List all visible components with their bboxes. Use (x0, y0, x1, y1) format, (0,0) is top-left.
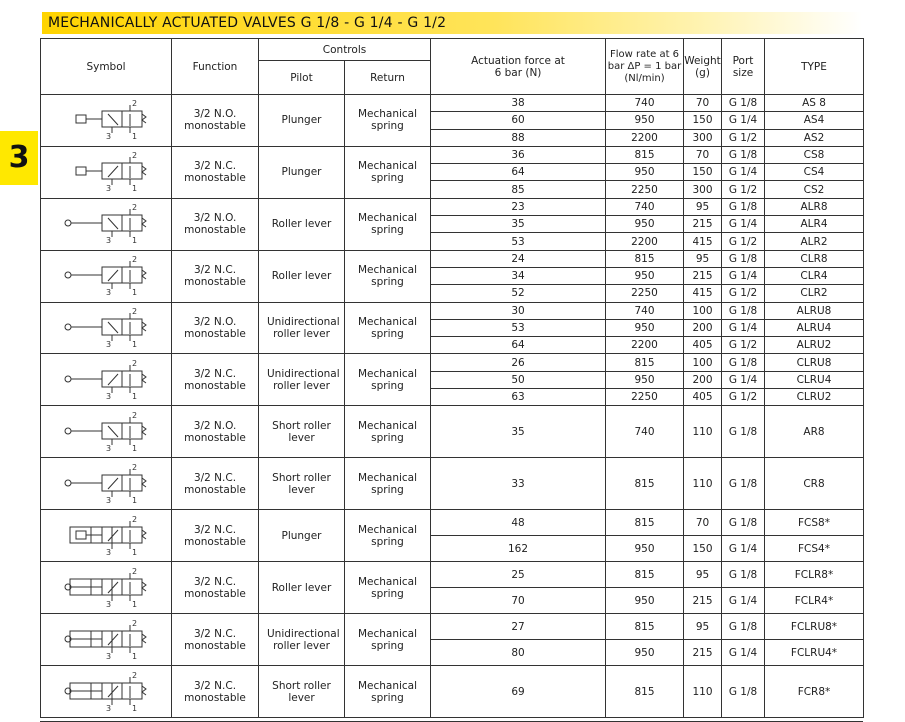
weight-cell: 110 (684, 406, 722, 458)
force-cell: 53 (431, 233, 606, 250)
svg-text:3: 3 (106, 236, 112, 246)
flow-cell: 740 (606, 198, 684, 215)
pilot-cell: Unidirectional roller lever (259, 302, 345, 354)
type-cell: CS2 (765, 181, 864, 198)
svg-text:1: 1 (132, 288, 138, 298)
port-cell: G 1/4 (722, 112, 765, 129)
svg-text:3: 3 (106, 599, 112, 609)
port-cell: G 1/8 (722, 406, 765, 458)
header-weight: Weight (g) (684, 39, 722, 95)
table-row (41, 562, 864, 588)
port-cell: G 1/2 (722, 181, 765, 198)
table-row (41, 198, 864, 215)
table-row (41, 250, 864, 267)
pilot-cell: Unidirectional roller lever (259, 614, 345, 666)
weight-cell: 150 (684, 536, 722, 562)
weight-cell: 215 (684, 216, 722, 233)
flow-cell: 950 (606, 112, 684, 129)
flow-plunger-nc-symbol (41, 510, 172, 562)
weight-cell: 215 (684, 588, 722, 614)
function-cell: 3/2 N.O. monostable (172, 95, 259, 147)
port-cell: G 1/2 (722, 337, 765, 354)
return-cell: Mechanical spring (345, 666, 431, 718)
weight-cell: 100 (684, 354, 722, 371)
force-cell: 63 (431, 389, 606, 406)
weight-cell: 215 (684, 267, 722, 284)
force-cell: 60 (431, 112, 606, 129)
port-cell: G 1/8 (722, 458, 765, 510)
return-cell: Mechanical spring (345, 562, 431, 614)
table-row (41, 458, 864, 510)
table-body (41, 95, 864, 718)
type-cell: FCR8* (765, 666, 864, 718)
port-cell: G 1/8 (722, 354, 765, 371)
svg-text:1: 1 (132, 547, 138, 557)
type-cell: CLR8 (765, 250, 864, 267)
return-cell: Mechanical spring (345, 250, 431, 302)
pilot-cell: Short roller lever (259, 406, 345, 458)
force-cell: 52 (431, 285, 606, 302)
flow-cell: 2200 (606, 337, 684, 354)
flow-cell: 2250 (606, 389, 684, 406)
type-cell: CR8 (765, 458, 864, 510)
svg-text:1: 1 (132, 184, 138, 194)
weight-cell: 95 (684, 562, 722, 588)
flow-cell: 950 (606, 216, 684, 233)
function-cell: 3/2 N.O. monostable (172, 198, 259, 250)
force-cell: 85 (431, 181, 606, 198)
return-cell: Mechanical spring (345, 458, 431, 510)
svg-text:1: 1 (132, 651, 138, 661)
flow-cell: 815 (606, 666, 684, 718)
type-cell: AR8 (765, 406, 864, 458)
table-row (41, 510, 864, 536)
svg-text:1: 1 (132, 599, 138, 609)
type-cell: AS 8 (765, 95, 864, 112)
force-cell: 23 (431, 198, 606, 215)
flow-cell: 950 (606, 536, 684, 562)
force-cell: 88 (431, 129, 606, 146)
svg-text:2: 2 (132, 151, 138, 161)
type-cell: FCLR8* (765, 562, 864, 588)
force-cell: 50 (431, 371, 606, 388)
weight-cell: 95 (684, 198, 722, 215)
plunger-no-symbol (41, 95, 172, 147)
port-cell: G 1/2 (722, 233, 765, 250)
type-cell: CLRU2 (765, 389, 864, 406)
weight-cell: 70 (684, 95, 722, 112)
weight-cell: 300 (684, 129, 722, 146)
port-cell: G 1/2 (722, 129, 765, 146)
weight-cell: 110 (684, 458, 722, 510)
port-cell: G 1/8 (722, 198, 765, 215)
force-cell: 34 (431, 267, 606, 284)
flow-cell: 740 (606, 302, 684, 319)
type-cell: FCLR4* (765, 588, 864, 614)
table-row (41, 95, 864, 112)
port-cell: G 1/2 (722, 285, 765, 302)
port-cell: G 1/8 (722, 146, 765, 163)
flow-cell: 950 (606, 319, 684, 336)
port-cell: G 1/8 (722, 666, 765, 718)
pilot-cell: Plunger (259, 95, 345, 147)
port-cell: G 1/8 (722, 302, 765, 319)
port-cell: G 1/4 (722, 267, 765, 284)
pilot-cell: Roller lever (259, 198, 345, 250)
type-cell: ALRU8 (765, 302, 864, 319)
svg-text:2: 2 (132, 618, 138, 628)
function-cell: 3/2 N.C. monostable (172, 562, 259, 614)
function-cell: 3/2 N.C. monostable (172, 250, 259, 302)
table-row (41, 146, 864, 163)
svg-text:2: 2 (132, 566, 138, 576)
flow-roller-nc-symbol (41, 562, 172, 614)
function-cell: 3/2 N.C. monostable (172, 666, 259, 718)
flow-short-roller-nc-symbol (41, 666, 172, 718)
svg-text:2: 2 (132, 670, 138, 680)
flow-cell: 815 (606, 510, 684, 536)
svg-text:3: 3 (106, 184, 112, 194)
weight-cell: 70 (684, 146, 722, 163)
flow-cell: 815 (606, 458, 684, 510)
svg-text:1: 1 (132, 391, 138, 401)
port-cell: G 1/4 (722, 588, 765, 614)
port-cell: G 1/4 (722, 319, 765, 336)
force-cell: 80 (431, 640, 606, 666)
port-cell: G 1/2 (722, 389, 765, 406)
weight-cell: 110 (684, 666, 722, 718)
type-cell: ALR8 (765, 198, 864, 215)
header-controls: Controls (259, 39, 431, 61)
port-cell: G 1/8 (722, 510, 765, 536)
flow-cell: 950 (606, 267, 684, 284)
valves-table (40, 38, 864, 718)
force-cell: 35 (431, 406, 606, 458)
uni-roller-no-symbol (41, 302, 172, 354)
svg-text:3: 3 (106, 495, 112, 505)
force-cell: 48 (431, 510, 606, 536)
type-cell: AS2 (765, 129, 864, 146)
table-row (41, 614, 864, 640)
svg-text:2: 2 (132, 203, 138, 213)
svg-text:2: 2 (132, 255, 138, 265)
force-cell: 24 (431, 250, 606, 267)
function-cell: 3/2 N.C. monostable (172, 614, 259, 666)
flow-cell: 950 (606, 640, 684, 666)
type-cell: CS8 (765, 146, 864, 163)
svg-text:3: 3 (106, 288, 112, 298)
svg-text:1: 1 (132, 340, 138, 349)
function-cell: 3/2 N.O. monostable (172, 302, 259, 354)
port-cell: G 1/8 (722, 95, 765, 112)
function-cell: 3/2 N.C. monostable (172, 510, 259, 562)
function-cell: 3/2 N.O. monostable (172, 406, 259, 458)
function-cell: 3/2 N.C. monostable (172, 458, 259, 510)
force-cell: 30 (431, 302, 606, 319)
type-cell: CLRU8 (765, 354, 864, 371)
return-cell: Mechanical spring (345, 198, 431, 250)
flow-cell: 740 (606, 406, 684, 458)
flow-cell: 815 (606, 354, 684, 371)
pilot-cell: Roller lever (259, 562, 345, 614)
force-cell: 64 (431, 164, 606, 181)
force-cell: 162 (431, 536, 606, 562)
svg-text:3: 3 (106, 651, 112, 661)
force-cell: 64 (431, 337, 606, 354)
port-cell: G 1/8 (722, 614, 765, 640)
force-cell: 27 (431, 614, 606, 640)
force-cell: 26 (431, 354, 606, 371)
return-cell: Mechanical spring (345, 302, 431, 354)
type-cell: CLR2 (765, 285, 864, 302)
flow-cell: 740 (606, 95, 684, 112)
type-cell: ALR2 (765, 233, 864, 250)
type-cell: FCLRU8* (765, 614, 864, 640)
header-pilot: Pilot (259, 61, 345, 95)
flow-cell: 2200 (606, 233, 684, 250)
section-tab: 3 (0, 131, 38, 185)
svg-text:2: 2 (132, 358, 138, 368)
return-cell: Mechanical spring (345, 614, 431, 666)
force-cell: 25 (431, 562, 606, 588)
force-cell: 70 (431, 588, 606, 614)
force-cell: 35 (431, 216, 606, 233)
return-cell: Mechanical spring (345, 146, 431, 198)
table-row (41, 354, 864, 371)
weight-cell: 95 (684, 614, 722, 640)
weight-cell: 405 (684, 389, 722, 406)
flow-cell: 950 (606, 588, 684, 614)
force-cell: 33 (431, 458, 606, 510)
weight-cell: 100 (684, 302, 722, 319)
short-roller-nc-symbol (41, 458, 172, 510)
port-cell: G 1/4 (722, 640, 765, 666)
weight-cell: 70 (684, 510, 722, 536)
flow-uni-roller-nc-symbol (41, 614, 172, 666)
weight-cell: 415 (684, 285, 722, 302)
svg-text:3: 3 (106, 132, 112, 142)
type-cell: CLR4 (765, 267, 864, 284)
svg-text:3: 3 (106, 391, 112, 401)
type-cell: FCS8* (765, 510, 864, 536)
weight-cell: 200 (684, 319, 722, 336)
force-cell: 69 (431, 666, 606, 718)
type-cell: ALR4 (765, 216, 864, 233)
svg-text:1: 1 (132, 236, 138, 246)
port-cell: G 1/8 (722, 250, 765, 267)
svg-text:2: 2 (132, 514, 138, 524)
roller-nc-symbol (41, 250, 172, 302)
svg-text:2: 2 (132, 307, 138, 316)
svg-text:1: 1 (132, 132, 138, 142)
header-return: Return (345, 61, 431, 95)
header-type: TYPE (765, 39, 864, 95)
flow-cell: 815 (606, 146, 684, 163)
type-cell: FCS4* (765, 536, 864, 562)
weight-cell: 150 (684, 164, 722, 181)
return-cell: Mechanical spring (345, 95, 431, 147)
type-cell: ALRU2 (765, 337, 864, 354)
type-cell: ALRU4 (765, 319, 864, 336)
pilot-cell: Short roller lever (259, 458, 345, 510)
svg-text:1: 1 (132, 703, 138, 713)
table-row (41, 666, 864, 718)
uni-roller-nc-symbol (41, 354, 172, 406)
force-cell: 36 (431, 146, 606, 163)
weight-cell: 405 (684, 337, 722, 354)
svg-text:3: 3 (106, 547, 112, 557)
port-cell: G 1/4 (722, 216, 765, 233)
pilot-cell: Unidirectional roller lever (259, 354, 345, 406)
flow-cell: 815 (606, 250, 684, 267)
table-row (41, 302, 864, 319)
weight-cell: 200 (684, 371, 722, 388)
flow-cell: 815 (606, 614, 684, 640)
header-flow: Flow rate at 6 bar ΔP = 1 bar (Nl/min) (606, 39, 684, 95)
svg-text:2: 2 (132, 410, 138, 420)
type-cell: CS4 (765, 164, 864, 181)
port-cell: G 1/4 (722, 164, 765, 181)
type-cell: CLRU4 (765, 371, 864, 388)
type-cell: FCLRU4* (765, 640, 864, 666)
svg-text:3: 3 (106, 703, 112, 713)
pilot-cell: Plunger (259, 510, 345, 562)
flow-cell: 815 (606, 562, 684, 588)
weight-cell: 300 (684, 181, 722, 198)
short-roller-no-symbol (41, 406, 172, 458)
function-cell: 3/2 N.C. monostable (172, 146, 259, 198)
pilot-cell: Roller lever (259, 250, 345, 302)
weight-cell: 215 (684, 640, 722, 666)
header-function: Function (172, 39, 259, 95)
pilot-cell: Plunger (259, 146, 345, 198)
table-row (41, 406, 864, 458)
pilot-cell: Short roller lever (259, 666, 345, 718)
roller-no-symbol (41, 198, 172, 250)
flow-cell: 950 (606, 164, 684, 181)
header-symbol: Symbol (41, 39, 172, 95)
force-cell: 38 (431, 95, 606, 112)
header-force: Actuation force at 6 bar (N) (431, 39, 606, 95)
force-cell: 53 (431, 319, 606, 336)
svg-text:1: 1 (132, 443, 138, 453)
flow-cell: 950 (606, 371, 684, 388)
return-cell: Mechanical spring (345, 406, 431, 458)
header-port: Port size (722, 39, 765, 95)
flow-cell: 2250 (606, 285, 684, 302)
svg-text:3: 3 (106, 443, 112, 453)
svg-text:2: 2 (132, 99, 138, 109)
type-cell: AS4 (765, 112, 864, 129)
page-title: MECHANICALLY ACTUATED VALVES G 1/8 - G 1/4 - G 1/2 (42, 12, 862, 34)
svg-text:1: 1 (132, 495, 138, 505)
function-cell: 3/2 N.C. monostable (172, 354, 259, 406)
weight-cell: 150 (684, 112, 722, 129)
svg-text:2: 2 (132, 462, 138, 472)
weight-cell: 415 (684, 233, 722, 250)
return-cell: Mechanical spring (345, 354, 431, 406)
svg-text:3: 3 (106, 340, 112, 349)
return-cell: Mechanical spring (345, 510, 431, 562)
port-cell: G 1/4 (722, 371, 765, 388)
plunger-nc-symbol (41, 146, 172, 198)
port-cell: G 1/4 (722, 536, 765, 562)
flow-cell: 2200 (606, 129, 684, 146)
port-cell: G 1/8 (722, 562, 765, 588)
weight-cell: 95 (684, 250, 722, 267)
flow-cell: 2250 (606, 181, 684, 198)
